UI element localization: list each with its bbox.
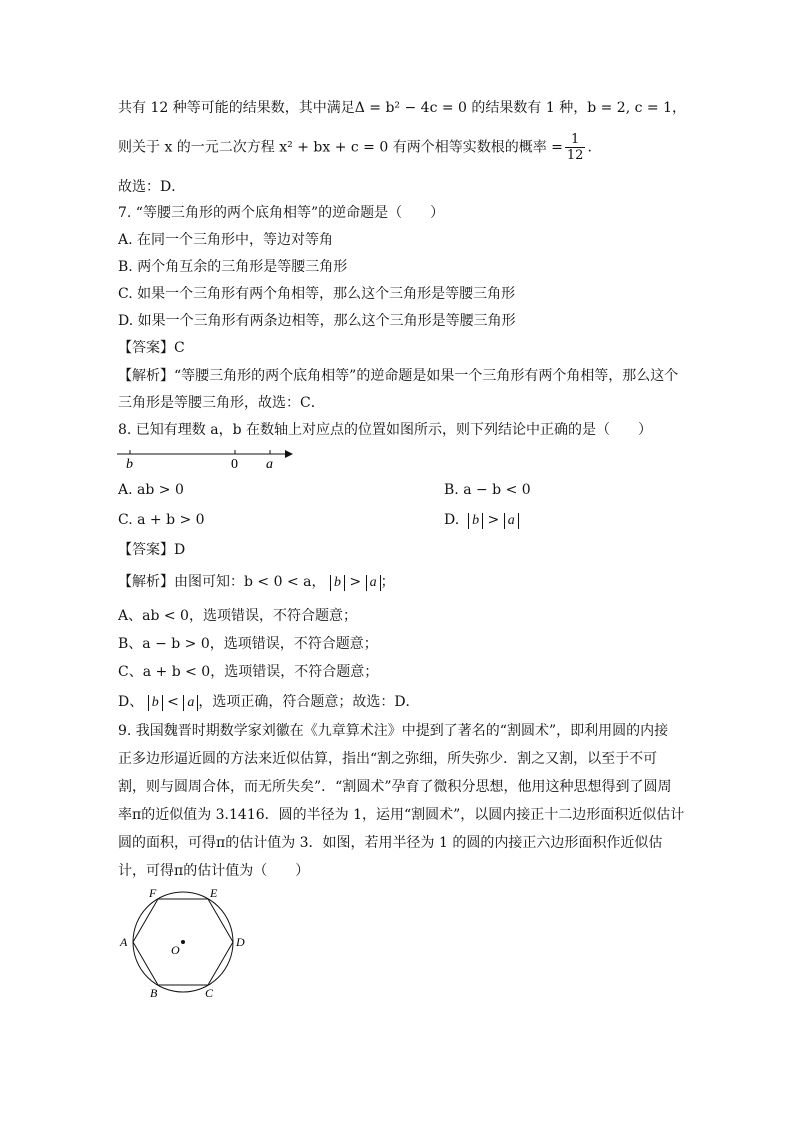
q8-option-d-op: > <box>487 512 500 528</box>
q8-step-c: C、a + b < 0，选项错误，不符合题意； <box>118 664 379 680</box>
abs-a: a <box>183 695 198 711</box>
number-line-figure <box>115 444 295 472</box>
q8-option-b: B. a − b < 0 <box>444 482 531 498</box>
q8-step-d-prefix: D、 <box>118 694 144 710</box>
q7-answer: 【答案】C <box>118 340 185 356</box>
q8-answer: 【答案】D <box>118 542 186 558</box>
q8-step-a: A、ab < 0，选项错误，不符合题意； <box>118 608 357 624</box>
q8-step-d-suffix: ，选项正确，符合题意；故选：D． <box>198 694 420 710</box>
label-O: O <box>171 943 180 957</box>
q8-option-c: C. a + b > 0 <box>118 512 205 528</box>
q9-line6: 计，可得π的估计值为（ ） <box>118 863 310 879</box>
label-b: b <box>126 457 133 472</box>
prev-solution-line2-end: . <box>587 139 592 156</box>
q8-analysis-suffix: ； <box>380 574 395 590</box>
q8-stem: 8. 已知有理数 a，b 在数轴上对应点的位置如图所示，则下列结论中正确的是（ ） <box>118 422 653 438</box>
probability-fraction <box>565 132 586 163</box>
q9-line5: 圆的面积，可得π的估计值为 3．如图，若用半径为 1 的圆的内接正六边形面积作近似估 <box>118 835 663 851</box>
abs-a: a <box>366 575 381 591</box>
q7-option-a: A. 在同一个三角形中，等边对等角 <box>118 232 334 248</box>
q9-line2: 正多边形逼近圆的方法来近似估算，指出“割之弥细，所失弥少．割之又割，以至于不可 <box>118 751 658 767</box>
q9-line4: 率π的近似值为 3.1416．圆的半径为 1，运用“割圆术”，以圆内接正十二边形面积近似估计 <box>118 807 685 823</box>
q8-analysis-op: > <box>349 574 362 590</box>
label-D: D <box>236 935 245 949</box>
fraction-numerator: 1 <box>565 132 586 148</box>
q8-step-d <box>118 692 420 712</box>
label-B: B <box>150 986 158 1000</box>
q8-analysis-prefix: 【解析】由图可知：b < 0 < a， <box>118 574 326 590</box>
prev-solution-line1: 共有 12 种等可能的结果数，其中满足Δ = b² − 4c = 0 的结果数有 1 种，b = 2, c = 1， <box>118 100 686 116</box>
q9-line3: 割，则与圆周合体，而无所失矣”．“割圆术”孕育了微积分思想，他用这种思想得到了圆周 <box>118 779 672 795</box>
label-zero: 0 <box>231 457 238 472</box>
q7-analysis-line2: 三角形是等腰三角形，故选：C． <box>118 395 325 411</box>
prev-solution-line2-text: 则关于 x 的一元二次方程 x² + bx + c = 0 有两个相等实数根的概率 = <box>118 139 563 156</box>
abs-a: a <box>504 513 519 529</box>
q8-step-b: B、a − b > 0，选项错误，不符合题意； <box>118 636 378 652</box>
center-point <box>181 940 185 944</box>
q8-option-d-prefix: D. <box>444 512 460 528</box>
q8-step-d-op: < <box>167 694 179 710</box>
abs-b: b <box>148 695 163 711</box>
prev-solution-conclusion: 故选：D． <box>118 179 186 195</box>
fraction-denominator: 12 <box>566 148 584 163</box>
q8-analysis-intro <box>118 572 395 592</box>
label-E: E <box>210 886 218 900</box>
label-A: A <box>120 935 128 949</box>
abs-b: b <box>468 513 483 529</box>
q9-line1: 9. 我国魏晋时期数学家刘徽在《九章算术注》中提到了著名的“割圆术”，即利用圆的内接 <box>118 723 669 739</box>
q7-option-d: D. 如果一个三角形有两条边相等，那么这个三角形是等腰三角形 <box>118 313 516 329</box>
abs-b: b <box>330 575 345 591</box>
label-a: a <box>266 457 273 472</box>
q7-analysis-line1: 【解析】“等腰三角形的两个底角相等”的逆命题是如果一个三角形有两个角相等，那么这个 <box>118 368 679 384</box>
q7-stem: 7. “等腰三角形的两个底角相等”的逆命题是（ ） <box>118 205 445 221</box>
q7-option-c: C. 如果一个三角形有两个角相等，那么这个三角形是等腰三角形 <box>118 286 516 302</box>
number-line-arrow <box>285 450 293 458</box>
q8-option-d <box>444 510 519 530</box>
q7-option-b: B. 两个角互余的三角形是等腰三角形 <box>118 259 348 275</box>
prev-solution-line2 <box>118 132 592 163</box>
label-C: C <box>205 986 214 1000</box>
label-F: F <box>149 886 157 900</box>
q8-option-a: A. ab > 0 <box>118 482 184 498</box>
inscribed-hexagon-figure <box>115 884 255 1002</box>
